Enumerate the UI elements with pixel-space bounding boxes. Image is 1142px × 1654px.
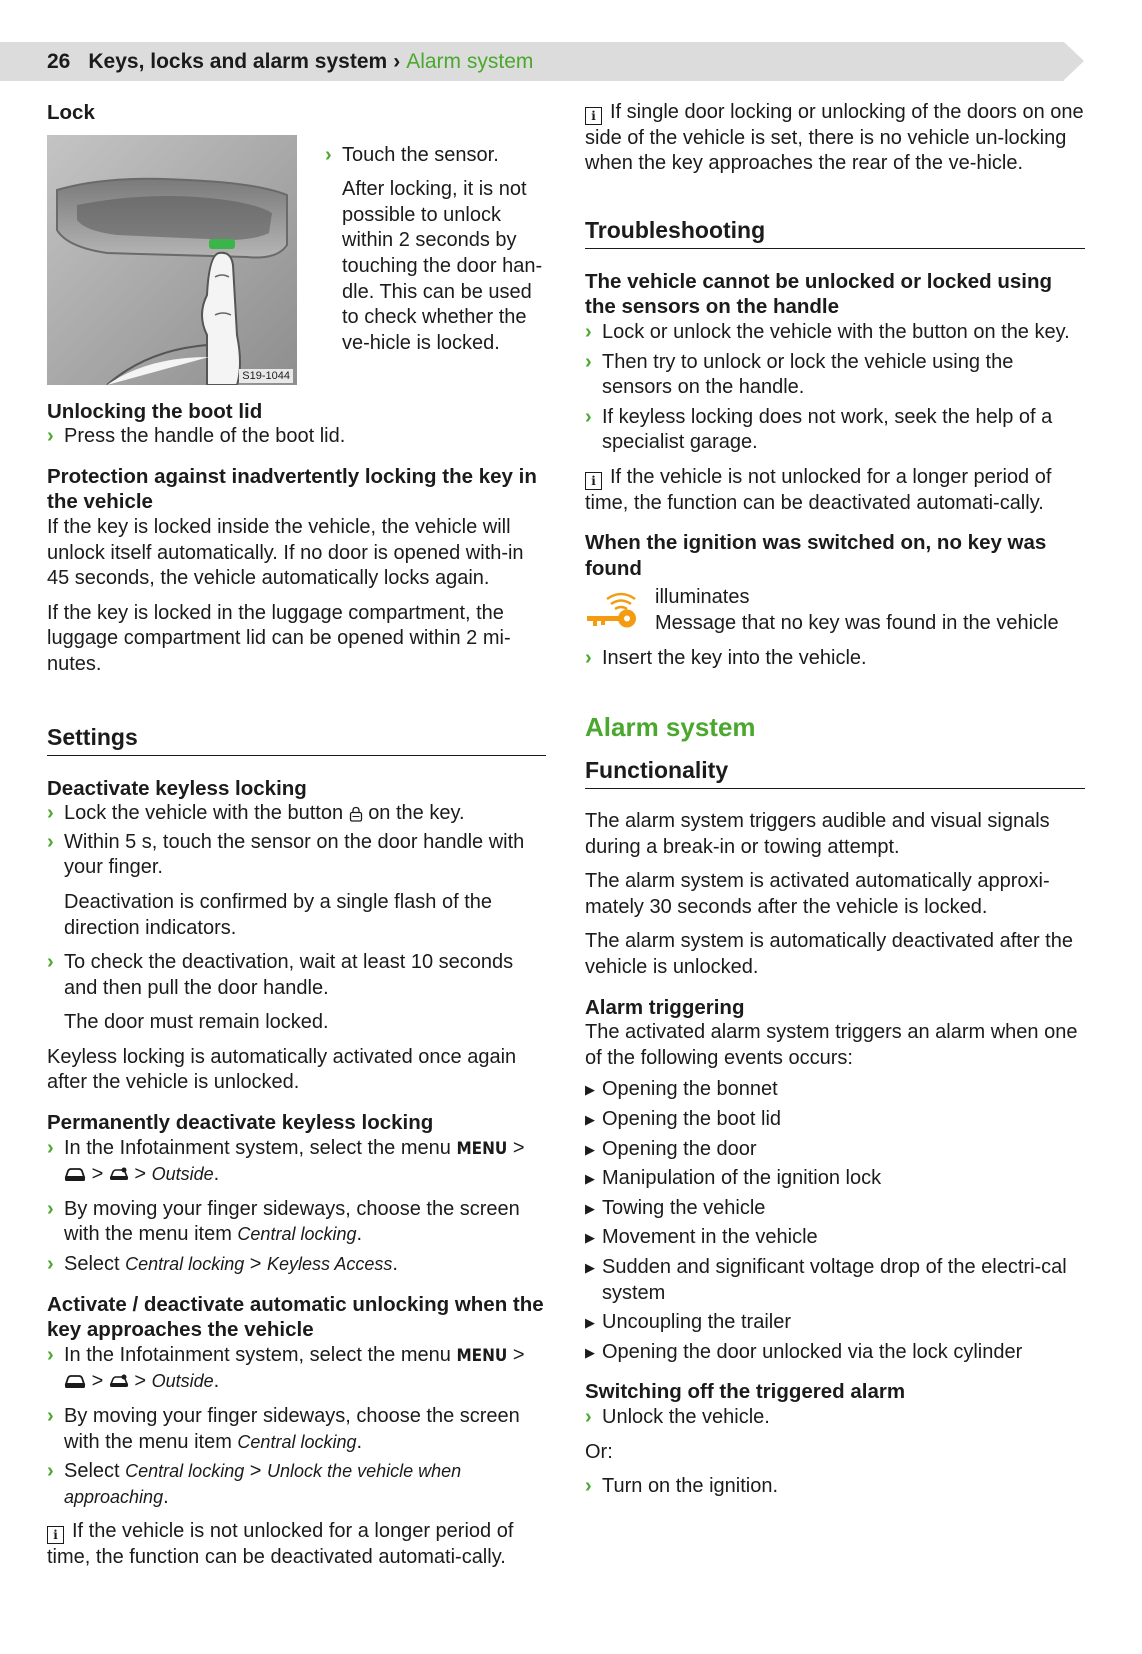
chevron-right-icon: › bbox=[47, 1460, 54, 1483]
list-item bbox=[585, 1137, 1085, 1163]
chevron-right-icon: › bbox=[585, 646, 592, 669]
chevron-right-icon: › bbox=[585, 1405, 592, 1428]
chevron-right-icon: › bbox=[325, 143, 332, 166]
list-item-text: Movement in the vehicle bbox=[602, 1226, 818, 1249]
perm-step-3-prefix: Select bbox=[64, 1253, 120, 1276]
period: . bbox=[392, 1253, 398, 1276]
functionality-title: Functionality bbox=[585, 755, 1085, 789]
chevron-right-icon: › bbox=[47, 802, 54, 825]
auto-unlock-title: Activate / deactivate automatic unlocking when the key approaches the vehicle bbox=[47, 1292, 544, 1342]
list-item-text: Uncoupling the trailer bbox=[602, 1311, 791, 1334]
menu-separator: > bbox=[249, 1460, 262, 1483]
ts-info bbox=[585, 465, 1085, 516]
menu-separator: > bbox=[249, 1253, 262, 1276]
chevron-right-icon: › bbox=[585, 405, 592, 428]
protection-paragraph-1: If the key is locked inside the vehicle, the vehicle will unlock itself automatically. If no door is opened with-in 45 seconds, the vehicle automatically locks again. bbox=[47, 515, 524, 590]
deactivate-step-3-text: To check the deactivation, wait at least 10 seconds and then pull the door handle. bbox=[64, 951, 514, 999]
period: . bbox=[213, 1163, 220, 1186]
menu-separator: > bbox=[512, 1343, 525, 1366]
triangle-bullet-icon: ▶ bbox=[585, 1112, 595, 1128]
key-warning-icon bbox=[585, 585, 655, 633]
period: . bbox=[356, 1223, 363, 1246]
page-number: 26 bbox=[47, 50, 71, 73]
list-item bbox=[585, 1255, 1085, 1306]
menu-separator: > bbox=[134, 1370, 147, 1393]
boot-step bbox=[47, 424, 546, 450]
list-item bbox=[585, 1196, 1085, 1222]
period: . bbox=[356, 1430, 363, 1453]
breadcrumb bbox=[47, 46, 533, 78]
list-item-text: Towing the vehicle bbox=[602, 1196, 766, 1219]
trigger-list bbox=[585, 1077, 1085, 1365]
lock-step-text: Touch the sensor. bbox=[342, 143, 499, 166]
central-locking-item: Central locking bbox=[237, 1431, 357, 1452]
chevron-right-icon: › bbox=[47, 425, 54, 448]
deactivate-paragraph: Keyless locking is automatically activated once again after the vehicle is unlocked. bbox=[47, 1045, 517, 1094]
chevron-right-icon: › bbox=[585, 350, 592, 373]
ts-step-4-text: Insert the key into the vehicle. bbox=[602, 646, 867, 669]
info-icon: i bbox=[585, 107, 602, 125]
breadcrumb-current: Alarm system bbox=[406, 50, 534, 73]
warning-line-2: Message that no key was found in the vehicle bbox=[655, 611, 1059, 634]
lock-button-icon bbox=[349, 806, 363, 822]
menu-label: MENU bbox=[456, 1138, 508, 1159]
auto-step-3 bbox=[47, 1459, 546, 1510]
list-item-text: Opening the boot lid bbox=[602, 1108, 782, 1131]
troubleshooting-sub-1: The vehicle cannot be unlocked or locked using the sensors on the handle bbox=[585, 269, 1053, 319]
lock-title: Lock bbox=[47, 101, 95, 124]
chevron-right-icon: › bbox=[47, 1405, 54, 1427]
menu-separator: > bbox=[134, 1163, 147, 1186]
door-handle-illustration bbox=[47, 135, 297, 385]
triangle-bullet-icon: ▶ bbox=[585, 1200, 595, 1216]
car-icon bbox=[64, 1167, 86, 1183]
perm-step-1 bbox=[47, 1136, 546, 1188]
ts-step-3-text: If keyless locking does not work, seek the help of a specialist garage. bbox=[602, 405, 1053, 454]
ts-step-2-text: Then try to unlock or lock the vehicle using the sensors on the handle. bbox=[602, 350, 1014, 399]
triangle-bullet-icon: ▶ bbox=[585, 1082, 595, 1098]
alarm-triggering-paragraph: The activated alarm system triggers an alarm when one of the following events occurs: bbox=[585, 1021, 1078, 1069]
chevron-right-icon: › bbox=[47, 1343, 54, 1366]
switch-step-2 bbox=[585, 1474, 1085, 1500]
switch-step-2-text: Turn on the ignition. bbox=[602, 1475, 779, 1498]
deactivate-step-1-text-a: Lock the vehicle with the button bbox=[64, 802, 344, 825]
period: . bbox=[163, 1485, 169, 1508]
info-note-text: If the vehicle is not unlocked for a longer period of time, the function can be deactivated automati-cally. bbox=[47, 1520, 514, 1568]
warning-row bbox=[585, 585, 1085, 636]
unlock-approaching-item: Unlock the vehicle when approaching bbox=[64, 1461, 462, 1507]
central-locking-item: Central locking bbox=[237, 1224, 357, 1245]
ts-step-1 bbox=[585, 320, 1085, 346]
door-handle-figure bbox=[47, 135, 297, 385]
chevron-right-icon: › bbox=[47, 1197, 54, 1220]
lock-step bbox=[325, 143, 546, 169]
list-item-text: Opening the door unlocked via the lock cylinder bbox=[602, 1340, 1023, 1363]
deactivate-step-2 bbox=[47, 830, 546, 881]
switch-off-title: Switching off the triggered alarm bbox=[585, 1380, 906, 1404]
triangle-bullet-icon: ▶ bbox=[585, 1315, 595, 1331]
settings-title: Settings bbox=[47, 722, 546, 756]
deactivate-note-2: The door must remain locked. bbox=[64, 1011, 329, 1034]
left-column bbox=[47, 100, 546, 1571]
perm-step-2 bbox=[47, 1197, 546, 1248]
list-item-text: Sudden and significant voltage drop of the electri-cal system bbox=[602, 1256, 1067, 1304]
lock-figure-block bbox=[47, 135, 546, 385]
auto-step-1 bbox=[47, 1343, 546, 1395]
triangle-bullet-icon: ▶ bbox=[585, 1141, 595, 1157]
boot-step-text: Press the handle of the boot lid. bbox=[64, 425, 346, 448]
central-locking-item: Central locking bbox=[125, 1461, 245, 1482]
header-arrow bbox=[1064, 42, 1084, 80]
breadcrumb-section: Keys, locks and alarm system bbox=[88, 50, 388, 73]
info-single-door-text: If single door locking or unlocking of the doors on one side of the vehicle is set, there is no vehicle un-locking when the key approaches the rear of the ve-hicle. bbox=[585, 101, 1084, 175]
figure-label: S19-1044 bbox=[239, 369, 293, 383]
menu-separator: > bbox=[91, 1163, 104, 1186]
chevron-right-icon: › bbox=[47, 1136, 54, 1159]
info-single-door bbox=[585, 100, 1085, 177]
auto-step-1-text: In the Infotainment system, select the menu bbox=[64, 1343, 451, 1366]
perm-title: Permanently deactivate keyless locking bbox=[47, 1111, 434, 1135]
functionality-paragraph-3: The alarm system is automatically deactivated after the vehicle is unlocked. bbox=[585, 930, 1073, 979]
list-item bbox=[585, 1166, 1085, 1192]
menu-separator: > bbox=[91, 1370, 104, 1393]
chevron-right-icon: › bbox=[585, 1475, 592, 1498]
deactivate-title: Deactivate keyless locking bbox=[47, 776, 307, 800]
list-item-text: Manipulation of the ignition lock bbox=[602, 1167, 882, 1190]
protection-title: Protection against inadvertently locking the key in the vehicle bbox=[47, 464, 537, 514]
menu-label: MENU bbox=[456, 1345, 508, 1366]
outside-menu-item: Outside bbox=[151, 1164, 214, 1185]
ts-step-1-text: Lock or unlock the vehicle with the button on the key. bbox=[602, 320, 1070, 343]
deactivate-step-2-text: Within 5 s, touch the sensor on the door handle with your finger. bbox=[64, 830, 525, 879]
switch-step-1-text: Unlock the vehicle. bbox=[602, 1405, 770, 1428]
boot-title: Unlocking the boot lid bbox=[47, 399, 263, 423]
triangle-bullet-icon: ▶ bbox=[585, 1344, 595, 1360]
troubleshooting-title: Troubleshooting bbox=[585, 215, 1085, 249]
list-item bbox=[585, 1340, 1085, 1366]
warning-line-1: illuminates bbox=[655, 586, 750, 609]
car-icon bbox=[64, 1374, 86, 1390]
list-item-text: Opening the door bbox=[602, 1137, 757, 1160]
chevron-right-icon: › bbox=[47, 830, 54, 853]
or-label: Or: bbox=[585, 1440, 613, 1463]
ts-info-text: If the vehicle is not unlocked for a longer period of time, the function can be deactivated automati-cally. bbox=[585, 465, 1052, 514]
menu-separator: > bbox=[512, 1136, 525, 1159]
deactivate-step-1-text-b: on the key. bbox=[368, 802, 465, 825]
perm-step-3 bbox=[47, 1252, 546, 1278]
chevron-right-icon: › bbox=[47, 1253, 54, 1276]
breadcrumb-separator: › bbox=[393, 50, 401, 73]
car-settings-icon bbox=[109, 1374, 129, 1390]
deactivate-step-3 bbox=[47, 950, 546, 1001]
central-locking-item: Central locking bbox=[125, 1254, 245, 1275]
list-item bbox=[585, 1107, 1085, 1133]
ts-step-4 bbox=[585, 646, 1085, 672]
perm-step-2-text: By moving your finger sideways, choose the screen with the menu item bbox=[64, 1197, 520, 1246]
deactivate-step-1 bbox=[47, 801, 546, 827]
lock-note: After locking, it is not possible to unlock within 2 seconds by touching the door han-dle. This can be used to check whether the ve-hicle is locked. bbox=[342, 178, 543, 354]
triangle-bullet-icon: ▶ bbox=[585, 1230, 595, 1246]
right-column bbox=[585, 100, 1085, 1500]
alarm-triggering-title: Alarm triggering bbox=[585, 995, 745, 1019]
triangle-bullet-icon: ▶ bbox=[585, 1260, 595, 1275]
period: . bbox=[213, 1370, 220, 1393]
car-settings-icon bbox=[109, 1167, 129, 1183]
chevron-right-icon: › bbox=[585, 320, 592, 343]
deactivate-note-1: Deactivation is confirmed by a single flash of the direction indicators. bbox=[64, 890, 492, 939]
info-note bbox=[47, 1519, 546, 1570]
protection-paragraph-2: If the key is locked in the luggage compartment, the luggage compartment lid can be opened within 2 mi-nutes. bbox=[47, 601, 511, 675]
outside-menu-item: Outside bbox=[151, 1371, 214, 1392]
ts-step-2 bbox=[585, 350, 1085, 401]
troubleshooting-sub-2: When the ignition was switched on, no key was found bbox=[585, 531, 1047, 580]
functionality-paragraph-1: The alarm system triggers audible and visual signals during a break-in or towing attempt. bbox=[585, 810, 1050, 858]
auto-step-2-text: By moving your finger sideways, choose the screen with the menu item bbox=[64, 1405, 520, 1453]
keyless-access-item: Keyless Access bbox=[267, 1254, 393, 1275]
perm-step-1-text: In the Infotainment system, select the menu bbox=[64, 1136, 451, 1159]
lock-instructions bbox=[325, 143, 546, 385]
key-signal-icon bbox=[585, 585, 647, 631]
chevron-right-icon: › bbox=[47, 951, 54, 974]
switch-step-1 bbox=[585, 1405, 1085, 1431]
functionality-paragraph-2: The alarm system is activated automatically approxi-mately 30 seconds after the vehicle is locked. bbox=[585, 870, 1050, 918]
list-item bbox=[585, 1225, 1085, 1251]
warning-text bbox=[655, 585, 1059, 636]
alarm-system-title: Alarm system bbox=[585, 712, 756, 743]
info-icon: i bbox=[47, 1526, 64, 1544]
auto-step-3-prefix: Select bbox=[64, 1460, 120, 1483]
auto-step-2 bbox=[47, 1404, 546, 1455]
list-item bbox=[585, 1310, 1085, 1336]
ts-step-3 bbox=[585, 405, 1085, 456]
list-item-text: Opening the bonnet bbox=[602, 1078, 778, 1101]
triangle-bullet-icon: ▶ bbox=[585, 1171, 595, 1187]
list-item bbox=[585, 1077, 1085, 1103]
info-icon: i bbox=[585, 472, 602, 490]
